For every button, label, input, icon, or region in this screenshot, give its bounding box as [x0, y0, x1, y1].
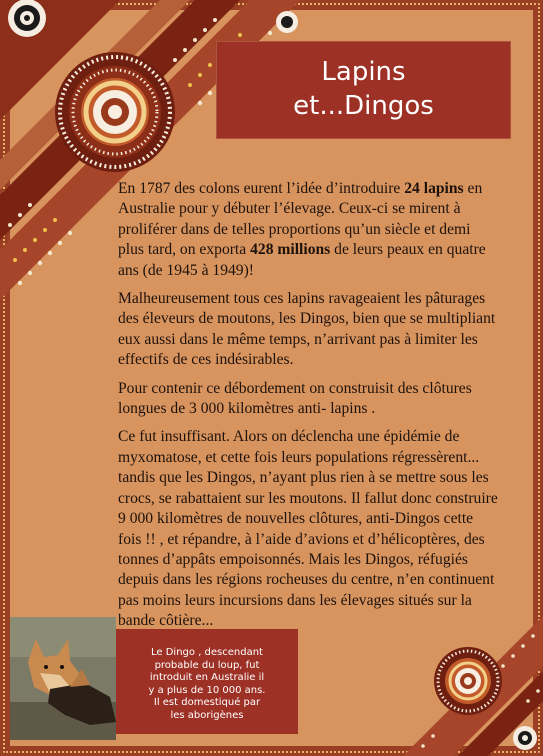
text-run: Malheureusement tous ces lapins ravageaient les pâturages des éleveurs de moutons, les Dingos, bien que se multipliant eux aussi dans le même temps, n’arrivant pas à limiter les effectifs de ces indésirables.	[118, 290, 496, 369]
title-banner	[216, 41, 511, 139]
paragraph	[118, 179, 498, 281]
article-body	[118, 179, 498, 640]
bold-figure: 24 lapins	[404, 180, 464, 197]
page-title: Lapins et...Dingos	[293, 57, 434, 121]
paragraph	[118, 427, 498, 631]
caption-box	[116, 629, 298, 734]
bold-figure: 428 millions	[250, 241, 331, 259]
paragraph	[118, 289, 498, 371]
text-run: Pour contenir ce débordement on construisit des clôtures longues de 3 000 kilomètres anti- lapins .	[118, 379, 472, 418]
photo-caption: Le Dingo , descendant probable du loup, fut introduit en Australie il y a plus de 10 000 ans. Il est domestiqué par les aborigènes	[148, 647, 266, 721]
paragraph	[118, 379, 498, 420]
text-run: en Australie pour y débuter l’élevage. Ceux-ci se mirent à proliférer dans de telles proportions qu’un siècle et demi plus tard, on exporta	[118, 180, 483, 259]
dingo-photo	[10, 617, 116, 740]
text-run: de leurs peaux en quatre ans (de 1945 à 1949)!	[118, 241, 486, 279]
text-run: En 1787 des colons eurent l’idée d’introduire	[118, 180, 405, 197]
text-run: Ce fut insuffisant. Alors on déclencha une épidémie de myxomatose, et cette fois leurs populations régressèrent... tandis que les Dingos, n’ayant plus rien à se mettre sous les crocs, se rabattaient sur les moutons. Il fallut donc construire 9 000 kilomètres de nouvelles clôtures, anti-Dingos cette fois !! , et répandre, à l’aide d’avions et d’hélicoptères, des tonnes d’appâts empoisonnés. Mais les Dingos, réfugiés depuis dans les régions rocheuses du centre, n’en continuent pas moins leurs incursions dans les élevages situés sur la bande côtière...	[118, 428, 498, 630]
